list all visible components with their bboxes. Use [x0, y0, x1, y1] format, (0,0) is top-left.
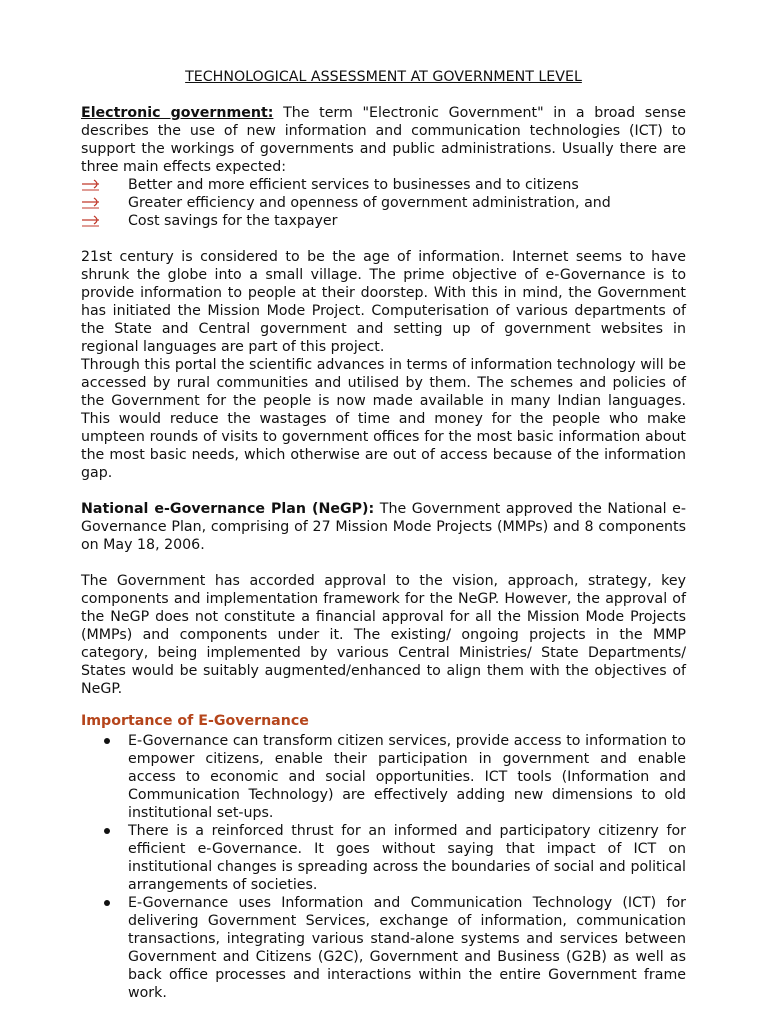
negp-paragraph [81, 500, 686, 554]
importance-text: There is a reinforced thrust for an informed and participatory citizenry for efficient e-Governance. It goes without saying that impact of ICT on institutional changes is spreading across the boundaries of social and political arrangements of societies. [128, 823, 686, 893]
importance-text: E-Governance can transform citizen services, provide access to information to empower citizens, enable their participation in government and enable access to economic and social opportunities. ICT tools (Information and Communication Technology) are effectively adding new dimensions to old institutional set-ups. [128, 733, 686, 821]
document-title: TECHNOLOGICAL ASSESSMENT AT GOVERNMENT LEVEL [185, 69, 582, 85]
importance-heading: Importance of E-Governance [81, 713, 309, 729]
list-item [81, 822, 686, 894]
century-paragraph: 21st century is considered to be the age of information. Internet seems to have shrunk the globe into a small village. The prime objective of e-Governance is to provide information to people at their doorstep. With this in mind, the Government has initiated the Mission Mode Project. Computerisation of various departments of the State and Central government and setting up of government websites in regional languages are part of this project. [81, 249, 686, 355]
arrow-bullet-icon [81, 196, 103, 210]
negp-label: National e-Governance Plan (NeGP): [81, 501, 375, 517]
list-item [81, 732, 686, 822]
document-page [81, 68, 686, 1002]
bullet-icon [104, 900, 110, 906]
bullet-icon [104, 828, 110, 834]
effect-text: Cost savings for the taxpayer [128, 213, 338, 229]
effect-text: Greater efficiency and openness of government administration, and [128, 195, 611, 211]
bullet-icon [104, 738, 110, 744]
importance-text: E-Governance uses Information and Communication Technology (ICT) for delivering Government Services, exchange of information, communication transactions, integrating various stand-alone systems and services between Government and Citizens (G2C), Government and Business (G2B) as well as back office processes and interactions within the entire Government frame work. [128, 895, 686, 1001]
importance-list [81, 732, 686, 1002]
portal-paragraph: Through this portal the scientific advances in terms of information technology will be accessed by rural communities and utilised by them. The schemes and policies of the Government for the people is now made available in many Indian languages. This would reduce the wastages of time and money for the people who make umpteen rounds of visits to government offices for the most basic information about the most basic needs, which otherwise are out of access because of the information gap. [81, 357, 686, 481]
egov-text: The term "Electronic Government" in a broad sense describes the use of new information and communication technologies (ICT) to support the workings of governments and public administrations. Usually there are three main effects expected: [81, 105, 687, 175]
list-item [81, 176, 686, 194]
approval-paragraph: The Government has accorded approval to the vision, approach, strategy, key components and implementation framework for the NeGP. However, the approval of the NeGP does not constitute a financial approval for all the Mission Mode Projects (MMPs) and components under it. The existing/ ongoing projects in the MMP category, being implemented by various Central Ministries/ State Departments/ States would be suitably augmented/enhanced to align them with the objectives of NeGP. [81, 573, 686, 697]
arrow-bullet-icon [81, 214, 103, 228]
arrow-bullet-icon [81, 178, 103, 192]
list-item [81, 894, 686, 1002]
egov-label: Electronic government: [81, 105, 274, 121]
list-item [81, 212, 686, 230]
effects-list [81, 176, 686, 230]
list-item [81, 194, 686, 212]
negp-text: The Government approved the National e-Governance Plan, comprising of 27 Mission Mode Projects (MMPs) and 8 components on May 18, 2006. [81, 501, 686, 553]
egov-paragraph [81, 104, 686, 176]
effect-text: Better and more efficient services to businesses and to citizens [128, 177, 579, 193]
